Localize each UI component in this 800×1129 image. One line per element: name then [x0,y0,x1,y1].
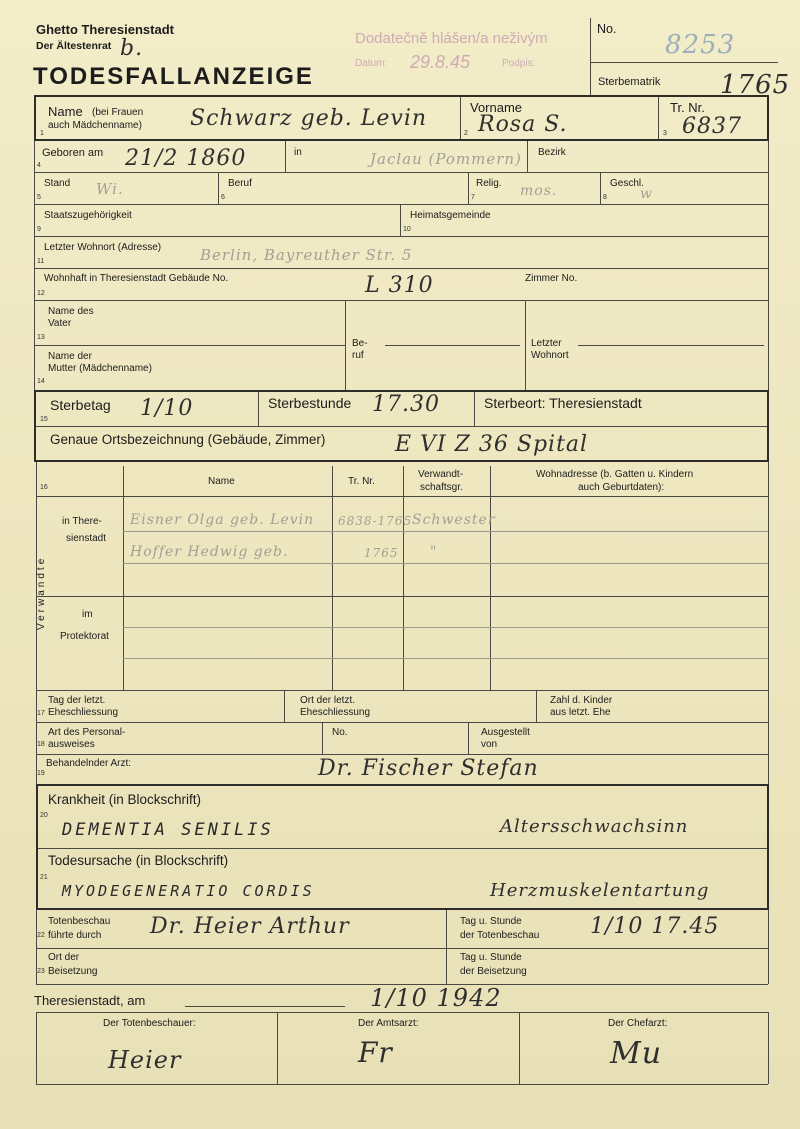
wohnhaft-value: L 310 [365,273,434,298]
krankheit-value: DEMENTIA SENILIS [62,820,274,840]
amtsarzt-label: Der Amtsarzt: [358,1018,419,1029]
rel-col-wohn1: Wohnadresse (b. Gatten u. Kindern [536,469,694,480]
stamp-text: Dodatečně hlášen/a neživým [355,30,548,47]
rel-entry-1-verw: Schwester [412,512,496,528]
beis-ort-label2: Beisetzung [48,966,98,977]
mutter-label1: Name der [48,351,92,362]
stand-label: Stand [44,178,71,189]
sterbematrik-value: 1765 [720,70,791,100]
vorname-label: Vorname [470,100,523,115]
krankheit-label: Krankheit (in Blockschrift) [48,792,202,807]
vater-label2: Vater [48,318,72,329]
rel-col-trnr: Tr. Nr. [348,476,375,487]
pers-ausg-label2: von [481,739,498,750]
geschl-value: w [640,186,653,202]
tb-tag-value: 1/10 17.45 [590,914,720,939]
sterbetag-label: Sterbetag [50,397,111,413]
parents-wohnort-label1: Letzter [531,338,562,349]
marr-tag-label1: Tag der letzt. [48,695,106,706]
trnr-value: 6837 [682,114,742,139]
council-title: Der Ältestenrat [36,40,112,52]
totenbeschauer-label: Der Totenbeschauer: [103,1018,196,1029]
marr-ort-label1: Ort der letzt. [300,695,356,706]
sterbematrik-label: Sterbematrik [598,76,661,88]
marr-ort-label2: Eheschliessung [300,707,371,718]
pers-ausg-label1: Ausgestellt [481,727,530,738]
marr-zahl-label2: aus letzt. Ehe [550,707,611,718]
mutter-label2: Mutter (Mädchenname) [48,363,152,374]
stand-value: Wi. [96,180,124,198]
ortsbez-value: E VI Z 36 Spital [395,432,589,457]
rel-entry-1-trnr: 6838-1765 [338,514,413,528]
beis-tag-label2: der Beisetzung [460,966,527,977]
geboren-label: Geboren am [42,147,104,159]
tb-tag-label2: der Totenbeschau [460,930,540,941]
marr-zahl-label1: Zahl d. Kinder [550,695,613,706]
beis-tag-label1: Tag u. Stunde [460,952,522,963]
tb-value: Dr. Heier Arthur [150,914,350,939]
name-value: Schwarz geb. Levin [190,106,428,131]
parents-beruf-label1: Be- [352,338,368,349]
stamp-datum-label: Datum: [355,58,388,69]
sterbeort-label: Sterbeort: Theresienstadt [484,395,642,411]
rel-im2: Protektorat [60,631,109,642]
no-value: 8253 [665,30,736,60]
rel-in-there1: in There- [62,516,102,527]
signature-totenbeschauer: Heier [108,1046,182,1074]
bezirk-label: Bezirk [538,147,566,158]
trnr-label: Tr. Nr. [670,100,705,115]
in-value: Jaclau (Pommern) [370,150,522,168]
death-notice-form: Ghetto Theresienstadt Der Ältestenrat b. TODESFALLANZEIGE Dodatečně hlášen/a neživým Datum: 29.8.45 Podpis: No. 8253 Sterbematrik 1765 Name (bei Frauen auch Mädchenname) 1 Schwarz geb. Levin Vorname 2 Rosa S. Tr. Nr. 3 6837 Geboren am 4 21/2 1860 in Jaclau (Pommern) Bezirk Stand 5 Wi. Beruf 6 Relig. 7 mos. Geschl. 8 w Staatszugehörigkeit 9 Heimatsgemeinde 10 Letzter Wohnort (Adresse) 11 Berlin, Bayreuther Str. 5 Wohnhaft in Theresienstadt Gebäude No. 12 L 310 Zimmer No. Name des Vater 13 Name der Mutter (Mädchenname) 14 Be- ruf Letzter Wohnort Sterbetag 15 1/10 Sterbestunde 17.30 Sterbeort: Theresienstadt Genaue Ortsbezeichnung (Gebäude, Zimmer) E VI Z 36 Spital 16 Name Tr. Nr. Verwandt- schaftsgr. Wohnadresse (b. Gatten u. Kindern auch Geburtdaten): Verwandte in There- sienstadt im Protektorat Eisner Olga geb. Levin 6838-1765 Schwester Hoffer Hedwig geb. 1765 " Tag der letzt. Eheschliessung 17 Ort der letzt. Eheschliessung Zahl d. Kinder aus letzt. Ehe Art des Personal- ausweises 18 No. Ausgestellt von Behandelnder Arzt: 19 Dr. Fischer Stefan Krankheit (in Blockschrift) 20 DEMENTIA SENILIS Altersschwachsinn Todesursache (in Blockschrift) 21 MYODEGENERATIO CORDIS Herzmuskelentartung Totenbeschau führte durch 22 Dr. Heier Arthur Tag u. Stunde der Totenbeschau 1/10 17.45 Ort der Beisetzung 23 Tag u. Stunde der Beisetzung Theresienstadt, am 1/10 1942 Der Totenbeschauer: Der Amtsarzt: Der Chefarzt: Heier Fr Mu [0,0,800,1129]
name-sub2: auch Mädchenname) [48,120,142,131]
letzter-wohnort-value: Berlin, Bayreuther Str. 5 [200,246,413,264]
rel-entry-2-verw: " [430,544,438,560]
pers-art-label1: Art des Personal- [48,727,126,738]
tb-label1: Totenbeschau [48,916,111,927]
pers-art-label2: ausweises [48,739,95,750]
stamp-podpis-label: Podpis: [502,58,536,69]
relig-value: mos. [520,183,558,199]
rel-col-name: Name [208,476,235,487]
sterbestunde-label: Sterbestunde [268,395,352,411]
rel-side-label: Verwandte [36,555,47,630]
sterbetag-value: 1/10 [140,396,194,421]
geschl-label: Geschl. [610,178,644,189]
rel-col-verw2: schaftsgr. [420,482,463,493]
signature-amtsarzt: Fr [358,1036,393,1069]
name-label: Name [48,104,83,119]
vorname-value: Rosa S. [478,112,568,137]
letzter-wohnort-label: Letzter Wohnort (Adresse) [44,242,162,253]
krankheit-note: Altersschwachsinn [500,816,689,837]
heimat-label: Heimatsgemeinde [410,210,491,221]
tb-label2: führte durch [48,930,102,941]
signature-chefarzt: Mu [610,1036,663,1071]
tb-tag-label1: Tag u. Stunde [460,916,522,927]
marr-tag-label2: Eheschliessung [48,707,119,718]
in-label: in [294,147,302,158]
geboren-value: 21/2 1860 [125,146,247,171]
rel-entry-1-name: Eisner Olga geb. Levin [130,512,315,528]
chefarzt-label: Der Chefarzt: [608,1018,668,1029]
beis-ort-label1: Ort der [48,952,80,963]
todesursache-label: Todesursache (in Blockschrift) [48,853,229,868]
todesursache-value: MYODEGENERATIO CORDIS [62,882,315,900]
zimmer-label: Zimmer No. [525,273,578,284]
parents-wohnort-label2: Wohnort [531,350,569,361]
relig-label: Relig. [476,178,502,189]
rel-in-there2: sienstadt [66,533,107,544]
todesursache-note: Herzmuskelentartung [490,880,710,901]
handwritten-letter: b. [120,36,144,61]
staats-label: Staatszugehörigkeit [44,210,132,221]
ortsbez-label: Genaue Ortsbezeichnung (Gebäude, Zimmer) [50,432,326,447]
footer-date: 1/10 1942 [370,984,502,1012]
name-sub1: (bei Frauen [92,107,144,118]
rel-entry-2-name: Hoffer Hedwig geb. [130,544,289,560]
beruf-label: Beruf [228,178,252,189]
stamp-date: 29.8.45 [410,52,471,72]
parents-beruf-label2: ruf [352,350,364,361]
vater-label1: Name des [48,306,94,317]
arzt-label: Behandelnder Arzt: [46,758,132,769]
form-title: TODESFALLANZEIGE [33,63,314,90]
rel-col-wohn2: auch Geburtdaten): [578,482,665,493]
rel-im1: im [82,609,93,620]
rel-col-verw1: Verwandt- [418,469,464,480]
arzt-value: Dr. Fischer Stefan [318,756,539,781]
rel-entry-2-trnr: 1765 [364,546,399,560]
pers-no-label: No. [332,727,348,738]
footer-place-label: Theresienstadt, am [34,993,146,1008]
ghetto-title: Ghetto Theresienstadt [36,22,174,37]
sterbestunde-value: 17.30 [372,392,440,417]
no-label: No. [597,22,617,36]
wohnhaft-label: Wohnhaft in Theresienstadt Gebäude No. [44,273,229,284]
